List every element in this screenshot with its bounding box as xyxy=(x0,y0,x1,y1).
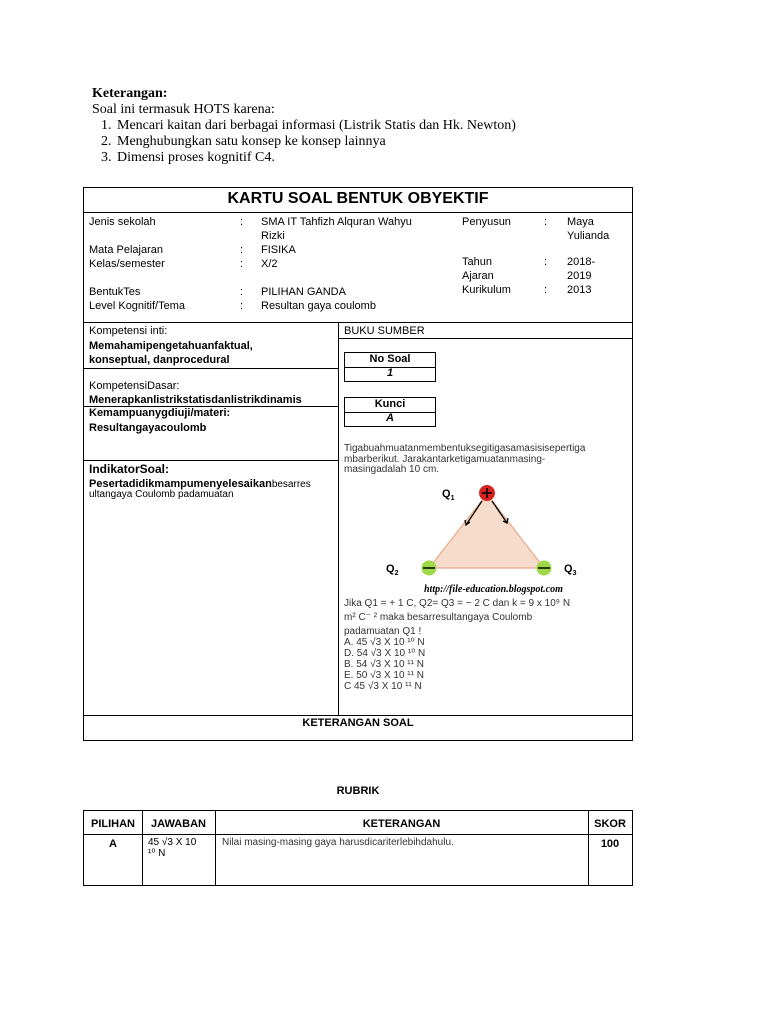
buku-sumber-label: BUKU SUMBER xyxy=(344,325,425,337)
no-soal-value: 1 xyxy=(386,367,394,379)
kunci-box xyxy=(344,397,436,427)
rubric-title: RUBRIK xyxy=(336,785,380,797)
colon: : xyxy=(240,286,244,298)
rubric-cell-jawaban-2: ¹⁰ N xyxy=(148,848,166,859)
label-tahun-2: Ajaran xyxy=(462,270,494,282)
option-item: D. 54 √3 X 10 ¹⁰ N xyxy=(344,648,426,659)
divider xyxy=(84,212,632,213)
charge-triangle-figure xyxy=(374,480,624,600)
option-item: A. 45 √3 X 10 ¹⁰ N xyxy=(344,637,425,648)
notes-list xyxy=(92,118,652,166)
rubric-cell-pilihan: A xyxy=(109,838,117,850)
label-penyusun: Penyusun xyxy=(462,216,511,228)
divider xyxy=(84,460,338,461)
label-jenis-sekolah: Jenis sekolah xyxy=(89,216,156,228)
indikator-text-2: ultangaya Coulomb padamuatan xyxy=(89,489,234,500)
value-kelas-semester: X/2 xyxy=(261,258,278,270)
value-penyusun-1: Maya xyxy=(567,216,594,228)
triangle xyxy=(429,494,544,568)
colon: : xyxy=(240,300,244,312)
kunci-label: Kunci xyxy=(374,398,406,410)
notes-item: 3. Dimensi proses kognitif C4. xyxy=(115,150,652,166)
divider xyxy=(84,322,632,323)
value-tahun-1: 2018- xyxy=(567,256,596,268)
kompetensi-inti-text-2: konseptual, danprocedural xyxy=(89,354,230,366)
label-kurikulum: Kurikulum xyxy=(462,284,511,296)
option-item: C 45 √3 X 10 ¹¹ N xyxy=(344,681,422,692)
notes-item: 2. Menghubungkan satu konsep ke konsep lainnya xyxy=(115,134,652,150)
label-q1: $Q_1$ xyxy=(442,488,455,502)
kompetensi-inti-text-1: Memahamipengetahuanfaktual, xyxy=(89,340,253,352)
label-q3: $Q_3$ xyxy=(564,563,577,577)
kompetensi-dasar-label: KompetensiDasar: xyxy=(89,380,180,392)
label-bentuk-tes: BentukTes xyxy=(89,286,141,298)
colon: : xyxy=(544,256,548,268)
question-stem-3: masingadalah 10 cm. xyxy=(344,464,440,475)
kompetensi-dasar-text: Menerapkanlistrikstatisdanlistrikdinamis xyxy=(89,394,302,406)
question-card xyxy=(83,187,633,741)
value-jenis-sekolah-2: Rizki xyxy=(261,230,285,242)
divider xyxy=(84,834,632,835)
option-item: E. 50 √3 X 10 ¹¹ N xyxy=(344,670,424,681)
rubric-header-pilihan: PILIHAN xyxy=(91,818,135,830)
no-soal-label: No Soal xyxy=(369,353,411,365)
no-soal-box xyxy=(344,352,436,382)
materi-text: Resultangayacoulomb xyxy=(89,422,207,434)
question-line-3: padamuatan Q1 ! xyxy=(344,626,422,637)
rubric-cell-keterangan: Nilai masing-masing gaya harusdicariterlebihdahulu. xyxy=(222,837,454,848)
question-line-2: m² C⁻ ² maka besarresultangaya Coulomb xyxy=(344,612,533,623)
rubric-header-skor: SKOR xyxy=(594,818,626,830)
label-q2: $Q_2$ xyxy=(386,563,399,577)
colon: : xyxy=(544,284,548,296)
question-stem-2: mbarberikut. Jarakantarketigamuatanmasing- xyxy=(344,454,546,465)
label-mata-pelajaran: Mata Pelajaran xyxy=(89,244,163,256)
materi-label: Kemampuanygdiuji/materi: xyxy=(89,407,231,419)
value-level-kognitif: Resultan gaya coulomb xyxy=(261,300,376,312)
colon: : xyxy=(240,216,244,228)
colon: : xyxy=(544,216,548,228)
rubric-cell-jawaban-1: 45 √3 X 10 xyxy=(148,837,197,848)
value-kurikulum: 2013 xyxy=(567,284,592,296)
label-kelas-semester: Kelas/semester xyxy=(89,258,165,270)
rubric-cell-skor: 100 xyxy=(600,838,620,850)
label-tahun-1: Tahun xyxy=(462,256,492,268)
divider xyxy=(338,338,632,339)
value-mata-pelajaran: FISIKA xyxy=(261,244,296,256)
divider xyxy=(84,368,338,369)
rubric-table xyxy=(83,810,633,886)
kompetensi-inti-label: Kompetensi inti: xyxy=(89,325,168,337)
notes-intro: Soal ini termasuk HOTS karena: xyxy=(92,102,275,117)
keterangan-soal-label: KETERANGAN SOAL xyxy=(302,717,414,729)
divider xyxy=(338,322,339,715)
notes-item: 1. Mencari kaitan dari berbagai informasi (Listrik Statis dan Hk. Newton) xyxy=(115,118,652,134)
colon: : xyxy=(240,258,244,270)
colon: : xyxy=(240,244,244,256)
indikator-label: IndikatorSoal: xyxy=(89,462,170,476)
value-bentuk-tes: PILIHAN GANDA xyxy=(261,286,346,298)
card-title: KARTU SOAL BENTUK OBYEKTIF xyxy=(227,190,489,207)
question-line-1: Jika Q1 = + 1 C, Q2= Q3 = − 2 C dan k = 9 x 10⁹ N xyxy=(344,598,571,609)
value-penyusun-2: Yulianda xyxy=(567,230,610,242)
question-stem-1: Tigabuahmuatanmembentuksegitigasamasisisepertiga xyxy=(344,443,586,454)
rubric-header-jawaban: JAWABAN xyxy=(150,818,206,830)
indikator-text-bold: Pesertadidikmampumenyelesaikan xyxy=(89,478,272,490)
value-jenis-sekolah-1: SMA IT Tahfizh Alquran Wahyu xyxy=(261,216,412,228)
kunci-value: A xyxy=(386,412,394,424)
notes-title: Keterangan: xyxy=(92,86,168,101)
option-item: B. 54 √3 X 10 ¹¹ N xyxy=(344,659,424,670)
indikator-text-rest: besarres xyxy=(271,479,311,490)
figure-source-url: http://file-education.blogspot.com xyxy=(424,584,563,595)
label-level-kognitif: Level Kognitif/Tema xyxy=(89,300,185,312)
rubric-header-keterangan: KETERANGAN xyxy=(362,818,441,830)
value-tahun-2: 2019 xyxy=(567,270,592,282)
hots-notes xyxy=(92,86,652,166)
